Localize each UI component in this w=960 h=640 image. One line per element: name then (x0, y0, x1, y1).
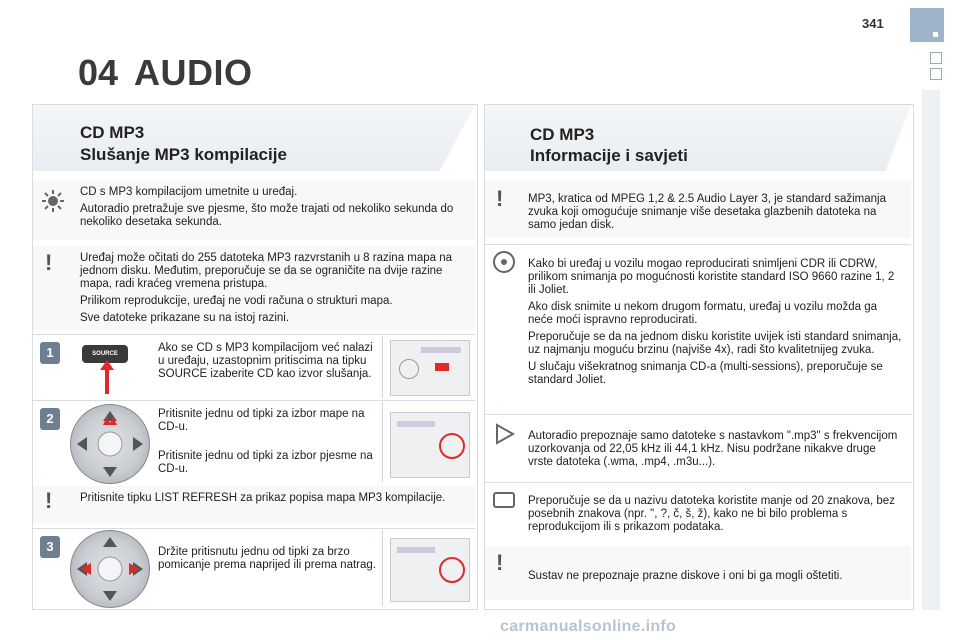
left-title-line2: Slušanje MP3 kompilacije (80, 145, 287, 164)
side-marker-1 (930, 52, 942, 64)
chapter-number: 04 (78, 52, 119, 93)
divider (485, 414, 911, 415)
right-row-cdr-text (528, 258, 903, 391)
left-row-insert-text (80, 186, 460, 233)
arrow-up-icon (100, 360, 114, 394)
step3-text: Držite pritisnutu jednu od tipki za brzo pomicanje prema naprijed ili prema natrag. (158, 546, 376, 571)
paragraph: Kako bi uređaj u vozilu mogao reproducirati snimljeni CDR ili CDRW, prilikom snimanja po mogućnosti koristite standard ISO 9660 razine 1, 2 ili Joliet. (528, 258, 895, 296)
warning-icon: ! (45, 250, 53, 275)
row-list-text: Pritisnite tipku LIST REFRESH za prikaz popisa mapa MP3 kompilacije. (80, 492, 446, 504)
paragraph: U slučaju višekratnog snimanja CD-a (multi-sessions), preporučuje se standard Joliet. (528, 361, 883, 386)
vertical-divider (382, 336, 383, 398)
divider (33, 400, 475, 401)
radio-illustration-2 (390, 412, 470, 478)
warning-icon: ! (496, 550, 504, 575)
right-title-line2: Informacije i savjeti (530, 146, 688, 165)
paragraph: Autoradio pretražuje sve pjesme, što može trajati od nekoliko sekunda do nekoliko desetaka sekunda. (80, 203, 454, 228)
radio-illustration-3 (390, 538, 470, 602)
divider (33, 334, 475, 335)
right-row-format-text: Autoradio prepoznaje samo datoteke s nastavkom ".mp3" s frekvencijom uzorkovanja od 22,05 kHz ili 44,1 kHz. Nisu podržane nikakve druge vrste datoteka (.wma, .mp4, .m3u...). (528, 430, 898, 468)
note-icon (492, 490, 516, 510)
step-badge-2: 2 (40, 408, 60, 430)
step2-text1: Pritisnite jednu od tipki za izbor mape na CD-u. (158, 408, 365, 433)
footer-watermark: carmanualsonline.info (500, 618, 677, 635)
left-title-line1: CD MP3 (80, 123, 145, 142)
right-row-names-text: Preporučuje se da u nazivu datoteka koristite manje od 20 znakova, bez posebnih znakova (npr. ", ?, č, š, ž), kako ne bi bilo problema s reprodukcijom ili s prikazom podataka. (528, 495, 895, 533)
right-row-empty-text: Sustav ne prepoznaje prazne diskove i oni bi ga mogli oštetiti. (528, 570, 843, 582)
divider (485, 482, 911, 483)
side-marker-2 (930, 68, 942, 80)
paragraph: Sve datoteke prikazane su na istoj razini. (80, 312, 290, 324)
side-strip (922, 90, 940, 610)
page-number: 341 (862, 16, 884, 31)
paragraph: Ako disk snimite u nekom drugom formatu, uređaj u vozilu možda ga neće moći ispravno reproducirati. (528, 301, 877, 326)
paragraph: Prilikom reprodukcije, uređaj ne vodi računa o strukturi mapa. (80, 295, 393, 307)
right-row-mp3-text: MP3, kratica od MPEG 1,2 & 2.5 Audio Layer 3, je standard sažimanja zvuka koji omogućuje snimanje više desetaka glazbenih datoteka na samo jedan disk. (528, 193, 886, 231)
chapter-tab-mark (933, 32, 938, 37)
paragraph: Preporučuje se da na jednom disku koristite uvijek isti standard snimanja, uz najmanju moguću brzinu (najviše 4x), radi što kvalitetnijeg zvuka. (528, 331, 902, 356)
step-badge-3: 3 (40, 536, 60, 558)
dpad-illustration-2 (70, 530, 150, 608)
chapter-title: AUDIO (134, 52, 253, 93)
paragraph: CD s MP3 kompilacijom umetnite u uređaj. (80, 186, 298, 198)
divider (33, 528, 475, 529)
source-button-illustration: SOURCE (82, 345, 128, 363)
left-row-limits-text (80, 252, 460, 329)
warning-icon: ! (496, 186, 504, 211)
vertical-divider (382, 530, 383, 606)
divider (485, 244, 911, 245)
step-badge-1: 1 (40, 342, 60, 364)
chapter-tab (910, 8, 944, 42)
radio-illustration-1 (390, 340, 470, 396)
right-title-line1: CD MP3 (530, 125, 595, 144)
cd-icon (492, 250, 516, 274)
paragraph: Uređaj može očitati do 255 datoteka MP3 razvrstanih u 8 razina mapa na jednom disku. Međutim, preporučuje se da se ograničite na dvije razine mapa, radi kraćeg vremena pristupa. (80, 252, 453, 290)
step2-text2: Pritisnite jednu od tipki za izbor pjesme na CD-u. (158, 450, 373, 475)
step1-text: Ako se CD s MP3 kompilacijom već nalazi u uređaju, uzastopnim pritiscima na tipku SOURCE izaberite CD kao izvor slušanja. (158, 342, 373, 380)
sun-icon (40, 188, 66, 214)
vertical-divider (382, 402, 383, 482)
dpad-illustration-1 (70, 404, 150, 484)
warning-icon: ! (45, 488, 53, 513)
play-icon (492, 422, 516, 446)
